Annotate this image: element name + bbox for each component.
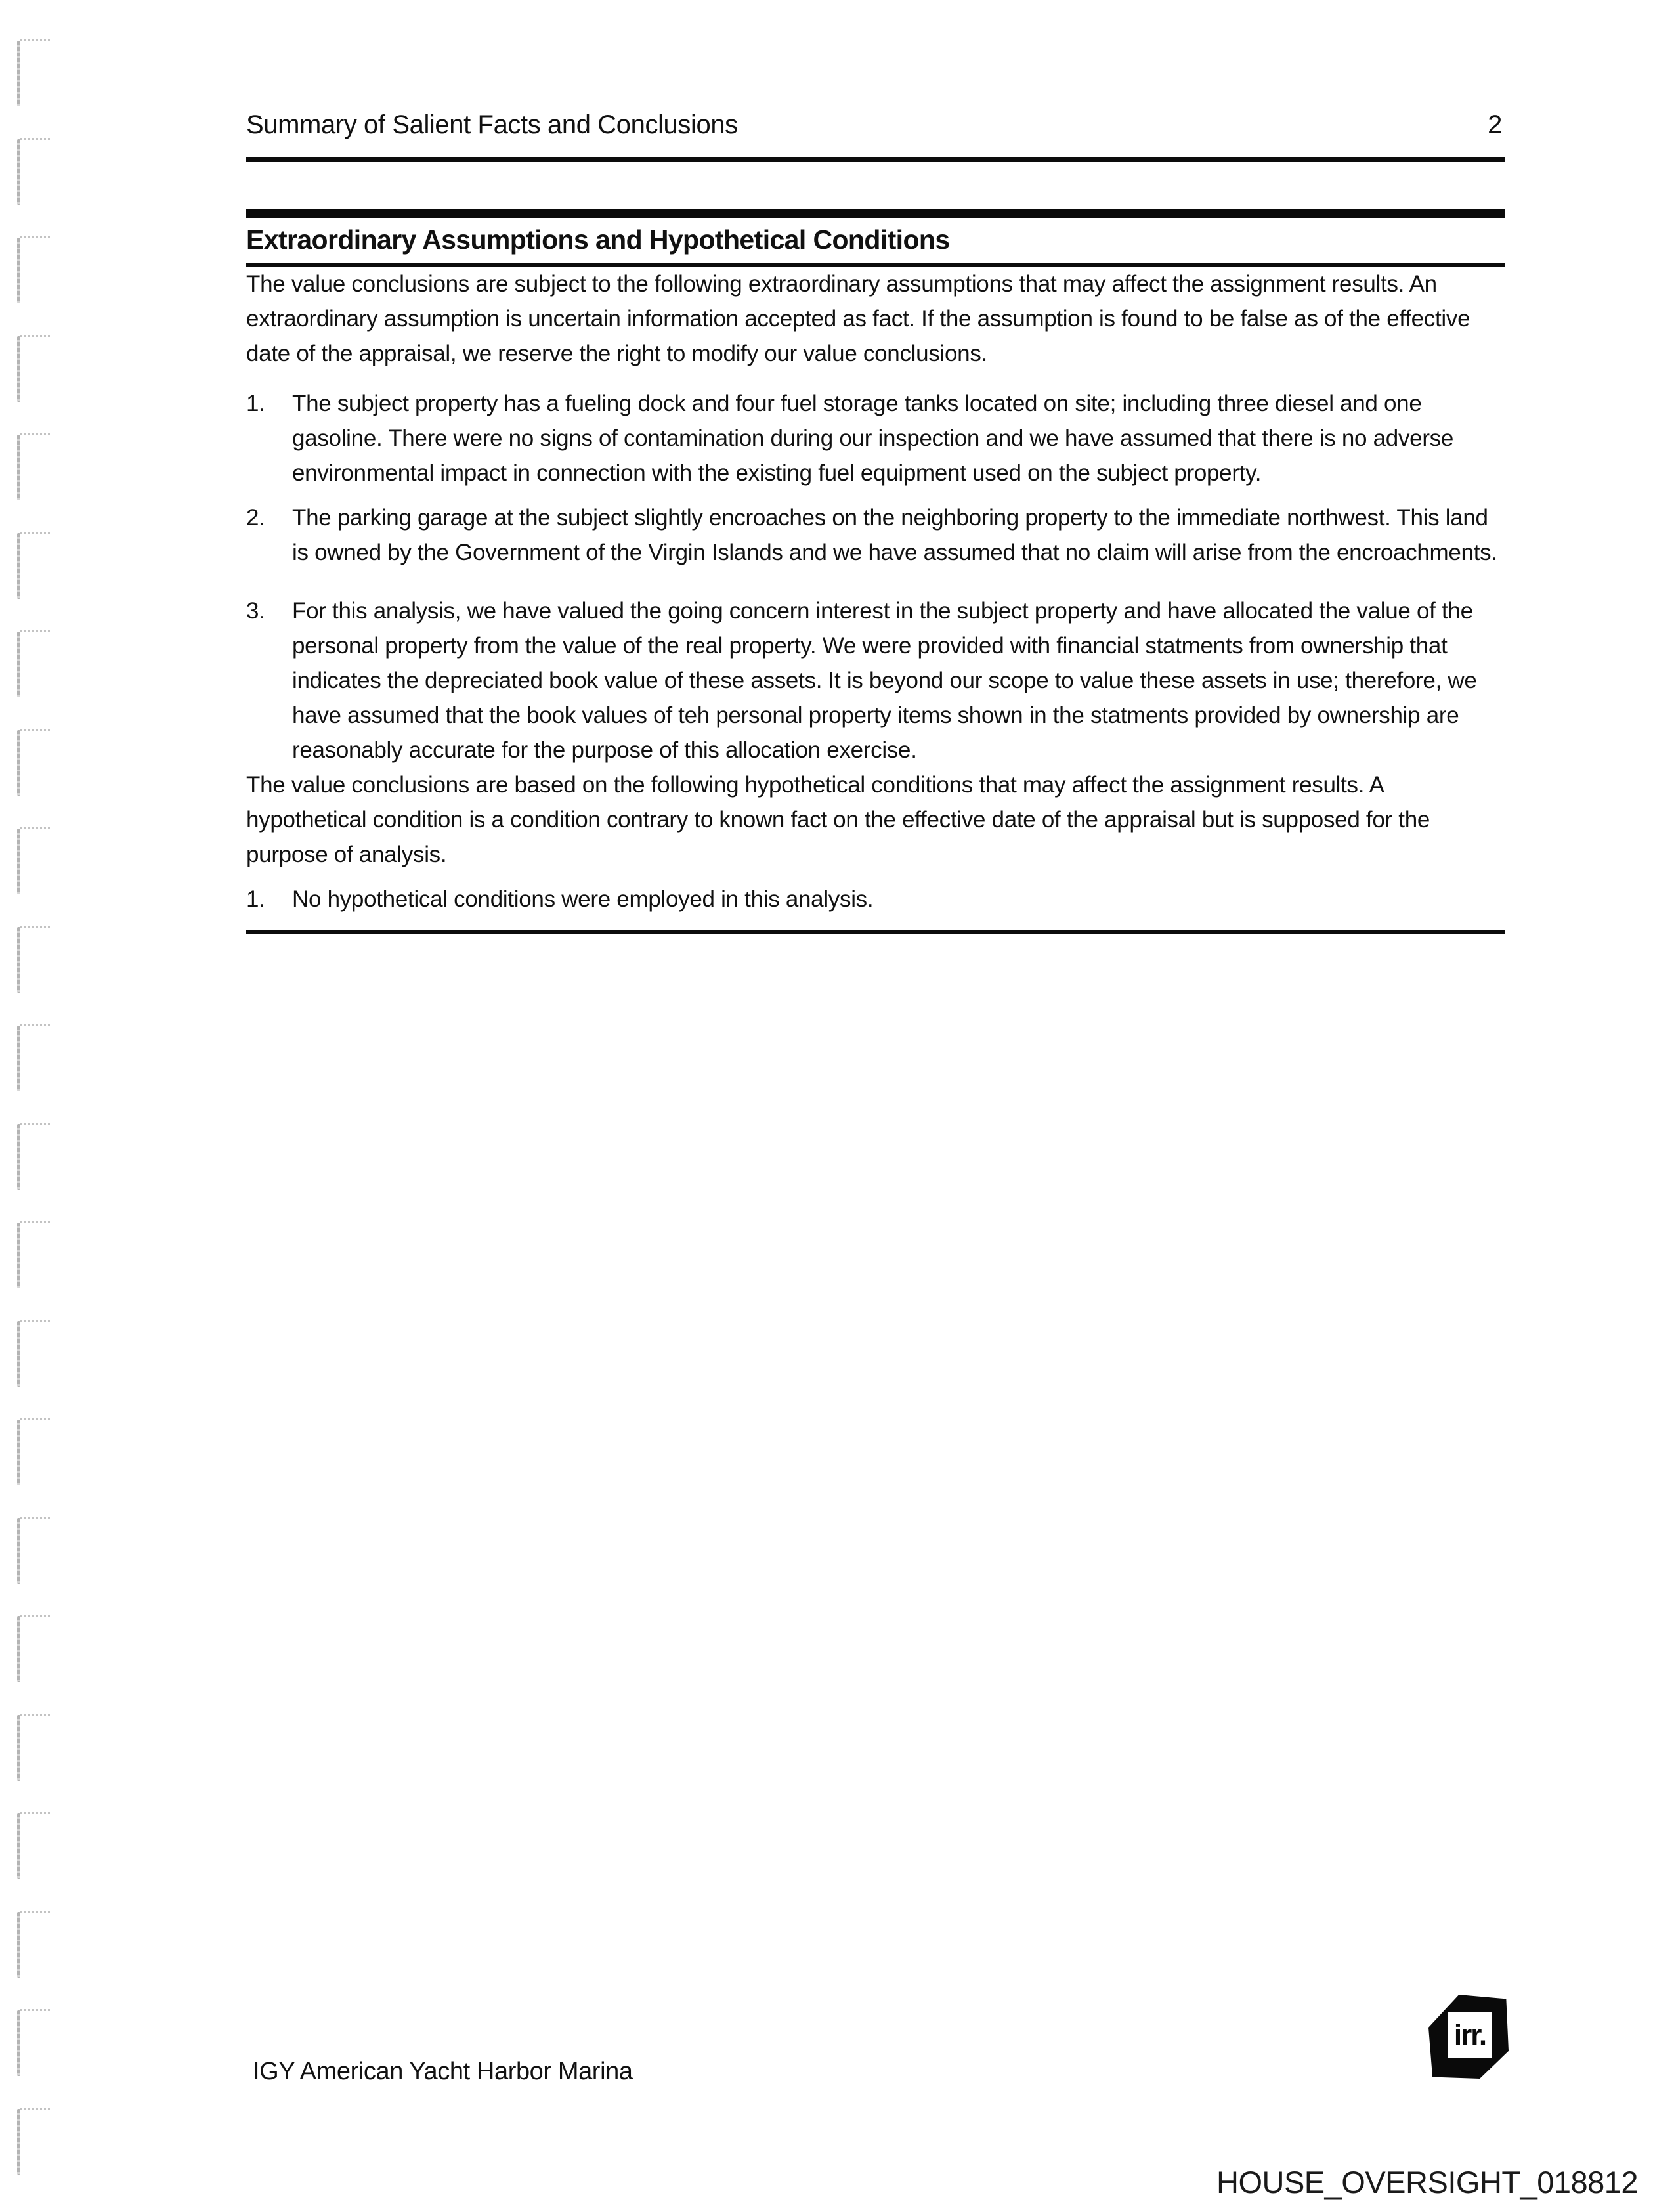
binding-mark (17, 1123, 63, 1190)
binding-mark (17, 1615, 63, 1682)
binding-mark (17, 532, 63, 599)
binding-mark (17, 926, 63, 993)
hypothetical-intro-paragraph: The value conclusions are based on the following hypothetical conditions that may affect the assignment results. A hypothetical condition is a condition contrary to known fact on the effective date of the appraisal but is supposed for the purpose of analysis. (246, 772, 1430, 867)
binding-mark (17, 1024, 63, 1091)
list-text: No hypothetical conditions were employed in this analysis. (292, 886, 874, 912)
binding-mark (17, 138, 63, 205)
irr-logo-text: irr. (1448, 2012, 1492, 2058)
binding-mark (17, 1517, 63, 1584)
assumption-item (246, 594, 1505, 768)
list-number: 1. (246, 886, 265, 912)
irr-logo (1428, 1995, 1509, 2079)
binding-mark (17, 1714, 63, 1781)
assumption-item (246, 386, 1505, 490)
section-bottom-rule (246, 930, 1505, 934)
binding-mark (17, 827, 63, 894)
page-title: Summary of Salient Facts and Conclusions (246, 110, 738, 139)
page-content (246, 0, 1505, 934)
binding-mark (17, 1221, 63, 1288)
list-text: The parking garage at the subject slightly encroaches on the neighboring property to the immediate northwest. This land is owned by the Government of the Virgin Islands and we have assumed that no claim will arise from the encroachments. (292, 505, 1497, 565)
binding-mark (17, 39, 63, 106)
binding-mark (17, 335, 63, 402)
binding-mark (17, 236, 63, 303)
page-header (246, 110, 1505, 140)
binding-mark (17, 1911, 63, 1978)
binding-mark (17, 1812, 63, 1879)
binding-marks (0, 0, 79, 2212)
header-rule (246, 157, 1505, 162)
binding-mark (17, 2108, 63, 2175)
binding-mark (17, 433, 63, 500)
assumption-item (246, 500, 1505, 570)
assumptions-intro-paragraph: The value conclusions are subject to the following extraordinary assumptions that may affect the assignment results. An extraordinary assumption is uncertain information accepted as fact. If the assumption is found to be false as of the effective date of the appraisal, we reserve the right to modify our value conclusions. (246, 271, 1470, 366)
binding-mark (17, 729, 63, 796)
list-number: 1. (246, 391, 265, 416)
list-text: For this analysis, we have valued the going concern interest in the subject property and have allocated the value of the personal property from the value of the real property. We were provided with financial statments from ownership that indicates the depreciated book value of these assets. It is beyond our scope to value these assets in use; therefore, we have assumed that the book values of teh personal property items shown in the statments provided by ownership are reasonably accurate for the purpose of this allocation exercise. (292, 598, 1477, 763)
list-number: 2. (246, 505, 265, 531)
list-number: 3. (246, 598, 265, 624)
binding-mark (17, 1320, 63, 1387)
binding-mark (17, 2009, 63, 2076)
binding-mark (17, 630, 63, 697)
footer-property-name: IGY American Yacht Harbor Marina (253, 2058, 633, 2085)
binding-mark (17, 1418, 63, 1485)
page-number: 2 (1488, 110, 1502, 139)
section-top-bar (246, 209, 1505, 218)
hypothetical-item (246, 882, 1505, 917)
list-text: The subject property has a fueling dock and four fuel storage tanks located on site; including three diesel and one gasoline. There were no signs of contamination during our inspection and we have assumed that there is no adverse environmental impact in connection with the existing fuel equipment used on the subject property. (292, 391, 1454, 486)
section-title: Extraordinary Assumptions and Hypothetical Conditions (246, 225, 950, 255)
bates-stamp: HOUSE_OVERSIGHT_018812 (1216, 2165, 1639, 2200)
